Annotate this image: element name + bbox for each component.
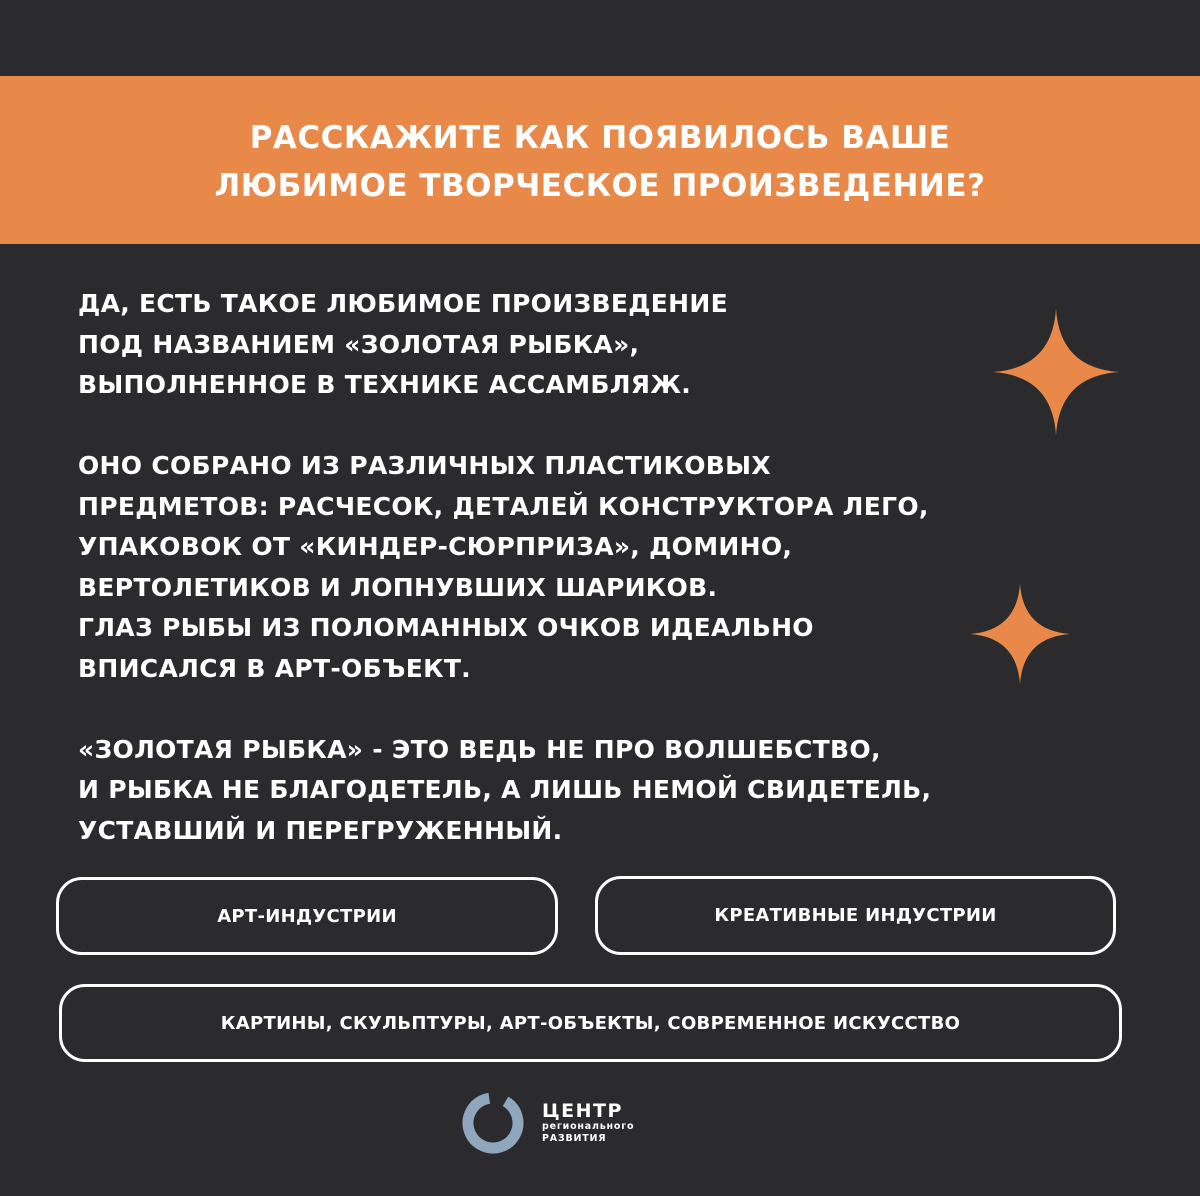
text-line: ПРЕДМЕТОВ: РАСЧЕСОК, ДЕТАЛЕЙ КОНСТРУКТОРА ЛЕГО, <box>78 491 929 521</box>
tag-creative-industries[interactable]: КРЕАТИВНЫЕ ИНДУСТРИИ <box>595 876 1116 955</box>
title-line: ЛЮБИМОЕ ТВОРЧЕСКОЕ ПРОИЗВЕДЕНИЕ? <box>214 168 986 204</box>
text-line: УСТАВШИЙ И ПЕРЕГРУЖЕННЫЙ. <box>78 815 563 845</box>
text-line: ВЕРТОЛЕТИКОВ И ЛОПНУВШИХ ШАРИКОВ. <box>78 572 718 602</box>
text-line: ВПИСАЛСЯ В АРТ-ОБЪЕКТ. <box>78 653 471 683</box>
logo-text <box>542 1101 634 1145</box>
text-line: ДА, ЕСТЬ ТАКОЕ ЛЮБИМОЕ ПРОИЗВЕДЕНИЕ <box>78 289 729 318</box>
paragraph-1 <box>78 284 1118 406</box>
header-banner <box>0 76 1200 244</box>
tag-art-forms[interactable]: КАРТИНЫ, СКУЛЬПТУРЫ, АРТ-ОБЪЕКТЫ, СОВРЕМЕННОЕ ИСКУССТВО <box>59 984 1122 1062</box>
org-logo <box>462 1092 634 1154</box>
text-line: И РЫБКА НЕ БЛАГОДЕТЕЛЬ, А ЛИШЬ НЕМОЙ СВИДЕТЕЛЬ, <box>78 775 932 804</box>
paragraph-2 <box>78 446 1118 689</box>
text-line: ОНО СОБРАНО ИЗ РАЗЛИЧНЫХ ПЛАСТИКОВЫХ <box>78 451 771 480</box>
sparkle-star-icon <box>970 584 1070 684</box>
ring-logo-icon <box>462 1092 524 1154</box>
answer-text <box>78 284 1118 892</box>
text-line: ВЫПОЛНЕННОЕ В ТЕХНИКЕ АССАМБЛЯЖ. <box>78 370 692 399</box>
text-line: ПОД НАЗВАНИЕМ «ЗОЛОТАЯ РЫБКА», <box>78 329 640 359</box>
tag-art-industries[interactable]: АРТ-ИНДУСТРИИ <box>56 877 558 955</box>
logo-line-1: ЦЕНТР <box>542 1100 623 1122</box>
text-line: ГЛАЗ РЫБЫ ИЗ ПОЛОМАННЫХ ОЧКОВ ИДЕАЛЬНО <box>78 613 814 642</box>
sparkle-star-icon <box>993 309 1119 435</box>
paragraph-3 <box>78 730 1118 852</box>
logo-line-3: РАЗВИТИЯ <box>542 1133 607 1144</box>
text-line: «ЗОЛОТАЯ РЫБКА» - ЭТО ВЕДЬ НЕ ПРО ВОЛШЕБСТВО, <box>78 734 881 764</box>
title-line: РАССКАЖИТЕ КАК ПОЯВИЛОСЬ ВАШЕ <box>249 120 951 156</box>
page-title <box>215 110 986 210</box>
text-line: УПАКОВОК ОТ «КИНДЕР-СЮРПРИЗА», ДОМИНО, <box>78 532 793 561</box>
logo-line-2: регионального <box>542 1121 635 1132</box>
